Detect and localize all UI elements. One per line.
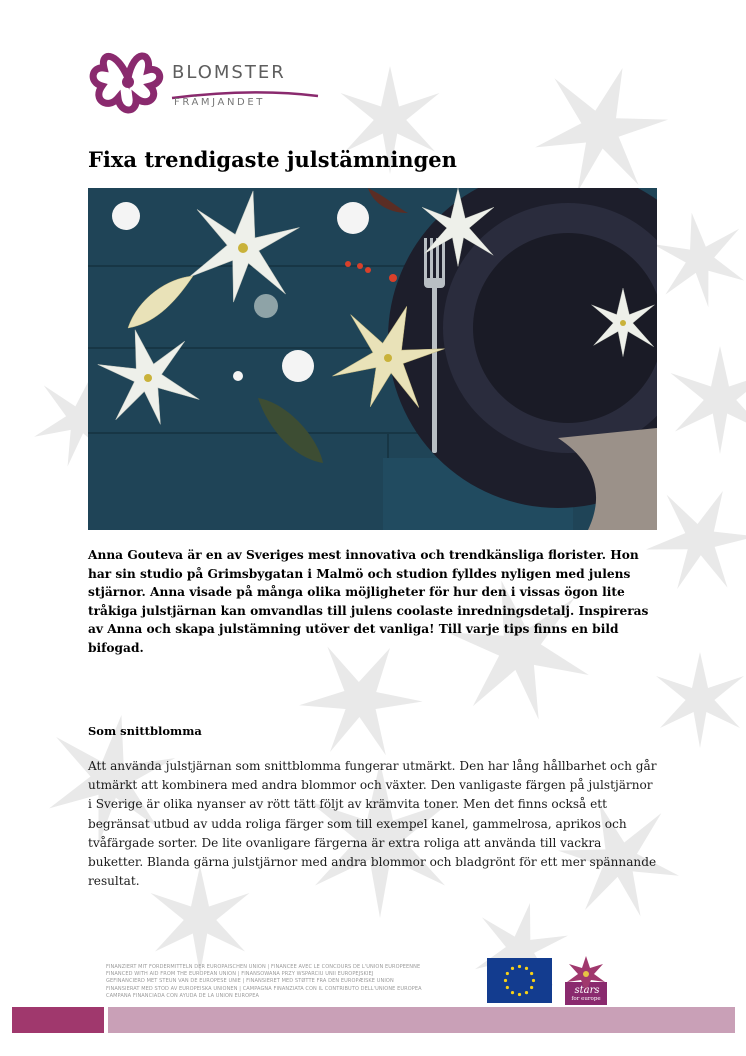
footer-bar-left [12,1007,104,1033]
eu-star [518,993,521,996]
section-body: Att använda julstjärnan som snittblomma fungerar utmärkt. Den har lång hållbarhet och går utmärkt att kombinera med andra blommor och växter. Den vanligaste färgen på julstjärnor i Sverige är olika nyanser av rött tätt följt av krämvita toner. Men det finns också ett begränsat utbud av udda roliga färger som till exempel kanel, gammelrosa, aprikos och tvåfärgade sorter. De lite ovanligare färgerna är extra roliga att använda till vackra buketter. Blanda gärna julstjärnor med andra blommor och bladgrönt för ett mer spännande resultat. [88,759,657,889]
stars-logo-sub: for europe [571,996,601,1002]
footer-bar-right [108,1007,735,1033]
blomsterframjandet-logo[interactable] [86,40,322,120]
eu-star [532,979,535,982]
section-heading: Som snittblomma [88,724,202,738]
stars-for-europe-logo [561,954,611,1005]
eu-star [530,972,533,975]
funding-line: FINANCED WITH AID FROM THE EUROPEAN UNION | FINANSOWANA PRZY WSPARCIU UNII EUROPEJSKIEJ [106,971,374,978]
flower-logo-icon [86,40,172,120]
intro-paragraph: Anna Gouteva är en av Sveriges mest innovativa och trendkänsliga florister. Hon har sin studio på Grimsbygatan i Malmö och studion fylldes nyligen med julens stjärnor. Anna visade på många olika möjligheter för hur den i vissas ögon lite tråkiga julstjärnan kan omvandlas till julens coolaste inredningsdetalj. Inspireras av Anna och skapa julstämning utöver det vanliga! Till varje tips finns en bild bifogad. [88,548,649,655]
eu-star [525,967,528,970]
funding-line: FINANSIERAT MED STÖD AV EUROPEISKA UNIONEN | CAMPAGNA FINANZIATA CON IL CONTRIBUTO DELL'UNIONE EUROPEA [106,985,422,992]
eu-star [506,986,509,989]
eu-star [511,991,514,994]
funding-line: GEFINANCIERD MET STEUN VAN DE EUROPESE UNIE | FINANSIERET MED STØTTE FRA DEN EUROPÆISKE UNION [106,978,394,985]
eu-star [525,991,528,994]
funding-line: FINANZIERT MIT FÖRDERMITTELN DER EUROPÄISCHEN UNION | FINANCÉE AVEC LE CONCOURS DE L'UNION EUROPÉENNE [106,964,421,970]
brand-subname: FRÄMJANDET [174,97,265,108]
eu-star [511,967,514,970]
eu-funding-text [106,964,486,1000]
eu-star [530,986,533,989]
eu-star [518,965,521,968]
page-title: Fixa trendigaste julstämningen [88,147,457,172]
eu-star [504,979,507,982]
funding-line: CAMPAÑA FINANCIADA CON AYUDA DE LA UNIÓN EUROPEA [106,992,260,999]
eu-star [506,972,509,975]
brand-name: BLOMSTER [172,62,286,83]
hero-photo [88,188,657,530]
stars-logo-text: stars [574,985,600,996]
eu-flag-icon [487,958,552,1003]
